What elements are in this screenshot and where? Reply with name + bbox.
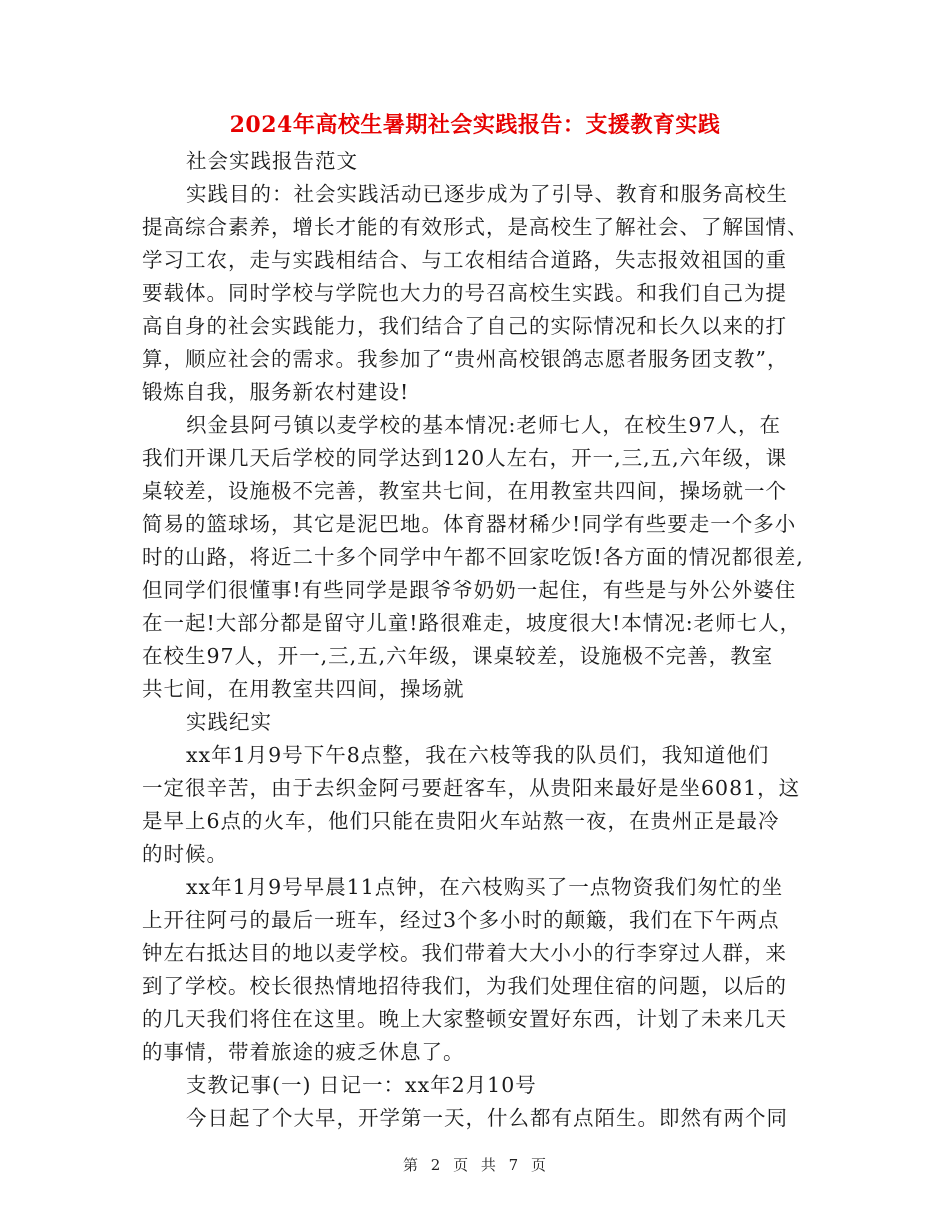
text-line: 简易的篮球场，其它是泥巴地。体育器材稀少!同学有些要走一个多小 (142, 512, 797, 536)
text-line: 一定很辛苦，由于去织金阿弓要赶客车，从贵阳来最好是坐6081，这 (142, 776, 801, 800)
text-line: 钟左右抵达目的地以麦学校。我们带着大大小小的行李穿过人群，来 (142, 941, 787, 965)
text-line: 提高综合素养，增长才能的有效形式，是高校生了解社会、了解国情、 (142, 215, 809, 239)
text-line: 高自身的社会实践能力，我们结合了自己的实际情况和长久以来的打 (142, 314, 787, 338)
text-line: 的时候。 (142, 842, 228, 866)
text-line: 的事情，带着旅途的疲乏休息了。 (142, 1040, 465, 1064)
text-line: 实践纪实 (186, 710, 272, 734)
text-line: 织金县阿弓镇以麦学校的基本情况:老师七人，在校生97人，在 (186, 413, 781, 437)
text-line: 社会实践报告范文 (186, 149, 358, 173)
document-title: 2024年高校生暑期社会实践报告：支援教育实践 (229, 112, 721, 138)
text-line: xx年1月9号早晨11点钟，在六枝购买了一点物资我们匆忙的坐 (186, 875, 784, 899)
text-line: 到了学校。校长很热情地招待我们，为我们处理住宿的问题，以后的 (142, 974, 787, 998)
text-line: 今日起了个大早，开学第一天，什么都有点陌生。即然有两个同 (186, 1106, 788, 1130)
text-line: 锻炼自我，服务新农村建设! (142, 380, 410, 404)
text-line: 算，顺应社会的需求。我参加了“贵州高校银鸽志愿者服务团支教”， (142, 347, 789, 371)
text-line: 支教记事(一) 日记一：xx年2月10号 (186, 1073, 537, 1097)
text-line: xx年1月9号下午8点整，我在六枝等我的队员们，我知道他们 (186, 743, 770, 767)
text-line: 是早上6点的火车，他们只能在贵阳火车站熬一夜，在贵州正是最冷 (142, 809, 780, 833)
text-line: 在一起!大部分都是留守儿童!路很难走，坡度很大!本情况:老师七人， (142, 611, 802, 635)
text-line: 的几天我们将住在这里。晚上大家整顿安置好东西，计划了未来几天 (142, 1007, 787, 1031)
text-line: 但同学们很懂事!有些同学是跟爷爷奶奶一起住，有些是与外公外婆住 (142, 578, 797, 602)
text-line: 学习工农，走与实践相结合、与工农相结合道路，失志报效祖国的重 (142, 248, 787, 272)
text-line: 时的山路，将近二十多个同学中午都不回家吃饭!各方面的情况都很差, (142, 545, 804, 569)
text-line: 在校生97人，开一,三,五,六年级，课桌较差，设施极不完善，教室 (142, 644, 774, 668)
page-footer: 第 2 页 共 7 页 (403, 1156, 547, 1174)
document-body (142, 145, 810, 1135)
text-line: 要载体。同时学校与学院也大力的号召高校生实践。和我们自己为提 (142, 281, 787, 305)
text-line: 上开往阿弓的最后一班车，经过3个多小时的颠簸，我们在下午两点 (142, 908, 780, 932)
text-line: 桌较差，设施极不完善，教室共七间，在用教室共四间，操场就一个 (142, 479, 787, 503)
text-line: 实践目的：社会实践活动已逐步成为了引导、教育和服务高校生 (186, 182, 788, 206)
text-line: 我们开课几天后学校的同学达到120人左右，开一,三,五,六年级，课 (142, 446, 788, 470)
text-line: 共七间，在用教室共四间，操场就 (142, 677, 465, 701)
